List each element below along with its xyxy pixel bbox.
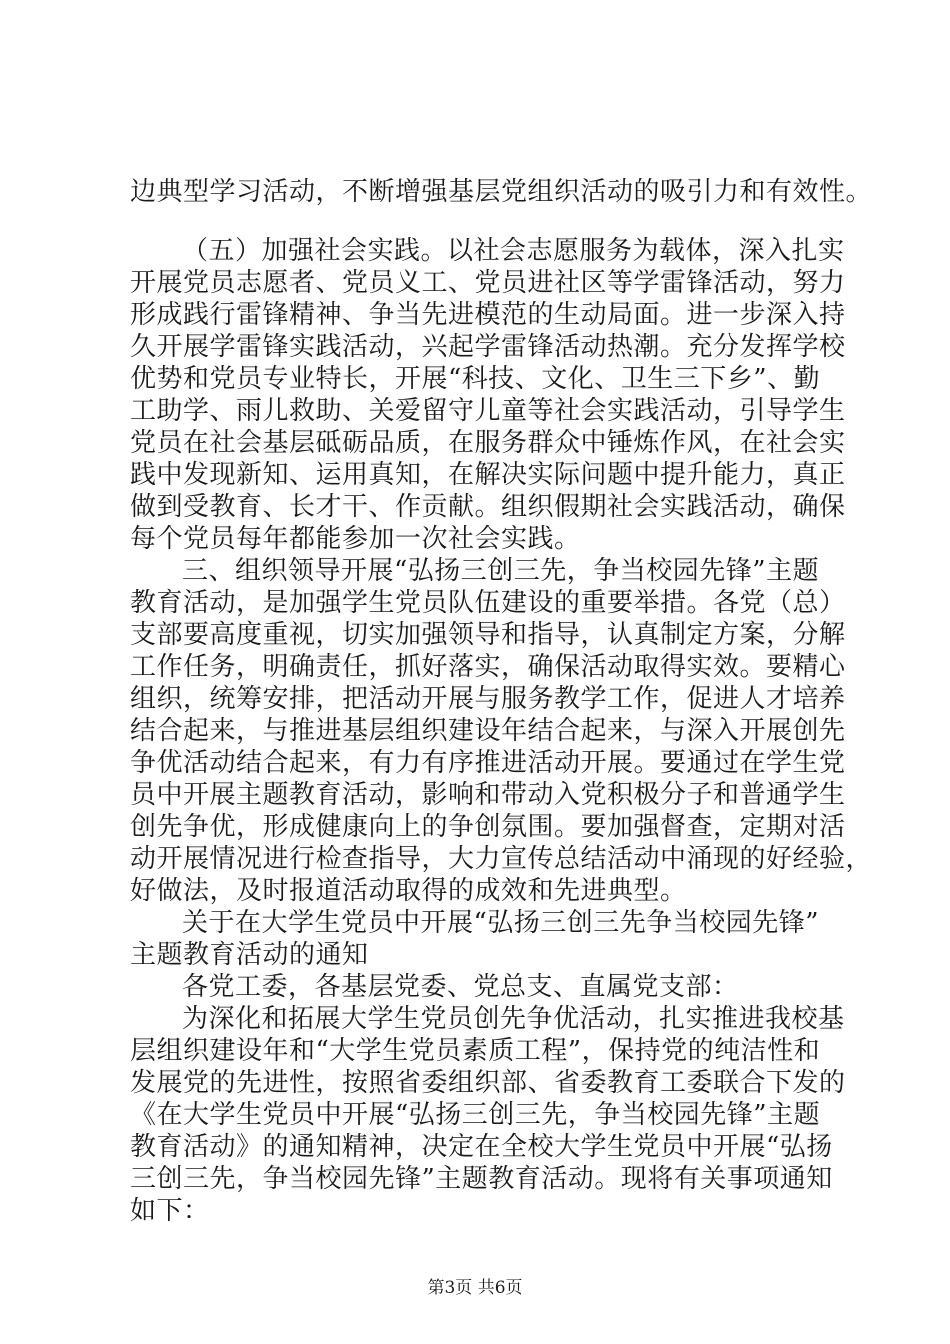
text-line: 形成践行雷锋精神、争当先进模范的生动局面。进一步深入持 xyxy=(130,300,846,330)
text-line: 结合起来，与推进基层组织建设年结合起来，与深入开展创先 xyxy=(130,716,846,746)
text-line: 如下： xyxy=(130,1196,210,1226)
section-heading-line: 三、组织领导开展“弘扬三创三先，争当校园先锋”主题 xyxy=(182,556,820,586)
notice-title-line: 关于在大学生党员中开展“弘扬三创三先争当校园先锋” xyxy=(182,908,820,938)
text-line: 工作任务，明确责任，抓好落实，确保活动取得实效。要精心 xyxy=(130,652,846,682)
text-line: 工助学、雨儿救助、关爱留守儿童等社会实践活动，引导学生 xyxy=(130,396,846,426)
text-line: 开展党员志愿者、党员义工、党员进社区等学雷锋活动，努力 xyxy=(130,268,846,298)
text-line: 创先争优，形成健康向上的争创氛围。要加强督查，定期对活 xyxy=(130,812,846,842)
text-line: 动开展情况进行检查指导，大力宣传总结活动中涌现的好经验， xyxy=(130,844,873,874)
paragraph-heading-line: （五）加强社会实践。以社会志愿服务为载体，深入扎实 xyxy=(182,236,845,266)
text-line: 党员在社会基层砥砺品质，在服务群众中锤炼作风，在社会实 xyxy=(130,428,846,458)
text-line: 久开展学雷锋实践活动，兴起学雷锋活动热潮。充分发挥学校 xyxy=(130,332,846,362)
text-line: 好做法，及时报道活动取得的成效和先进典型。 xyxy=(130,876,687,906)
notice-title-line: 主题教育活动的通知 xyxy=(130,940,369,970)
text-line: 层组织建设年和“大学生党员素质工程”，保持党的纯洁性和 xyxy=(130,1036,821,1066)
text-line: 教育活动，是加强学生党员队伍建设的重要举措。各党（总） xyxy=(130,588,846,618)
text-line: 发展党的先进性，按照省委组织部、省委教育工委联合下发的 xyxy=(130,1068,846,1098)
text-line: 员中开展主题教育活动，影响和带动入党积极分子和普通学生 xyxy=(130,780,846,810)
page-number-footer: 第3页 共6页 xyxy=(427,1278,523,1298)
text-line: 边典型学习活动，不断增强基层党组织活动的吸引力和有效性。 xyxy=(130,177,873,207)
text-line: 争优活动结合起来，有力有序推进活动开展。要通过在学生党 xyxy=(130,748,846,778)
text-line: 支部要高度重视，切实加强领导和指导，认真制定方案，分解 xyxy=(130,620,846,650)
text-line: 践中发现新知、运用真知，在解决实际问题中提升能力，真正 xyxy=(130,460,846,490)
salutation-line: 各党工委，各基层党委、党总支、直属党支部： xyxy=(182,972,739,1002)
text-line: 做到受教育、长才干、作贡献。组织假期社会实践活动，确保 xyxy=(130,492,846,522)
text-line: 为深化和拓展大学生党员创先争优活动，扎实推进我校基 xyxy=(182,1004,845,1034)
text-line: 每个党员每年都能参加一次社会实践。 xyxy=(130,524,581,554)
text-line: 组织，统筹安排，把活动开展与服务教学工作，促进人才培养 xyxy=(130,684,846,714)
text-line: 教育活动》的通知精神，决定在全校大学生党员中开展“弘扬 xyxy=(130,1132,833,1162)
text-line: 《在大学生党员中开展“弘扬三创三先，争当校园先锋”主题 xyxy=(130,1100,821,1130)
text-line: 三创三先，争当校园先锋”主题教育活动。现将有关事项通知 xyxy=(130,1164,833,1194)
text-line: 优势和党员专业特长，开展“科技、文化、卫生三下乡”、勤 xyxy=(130,364,821,394)
